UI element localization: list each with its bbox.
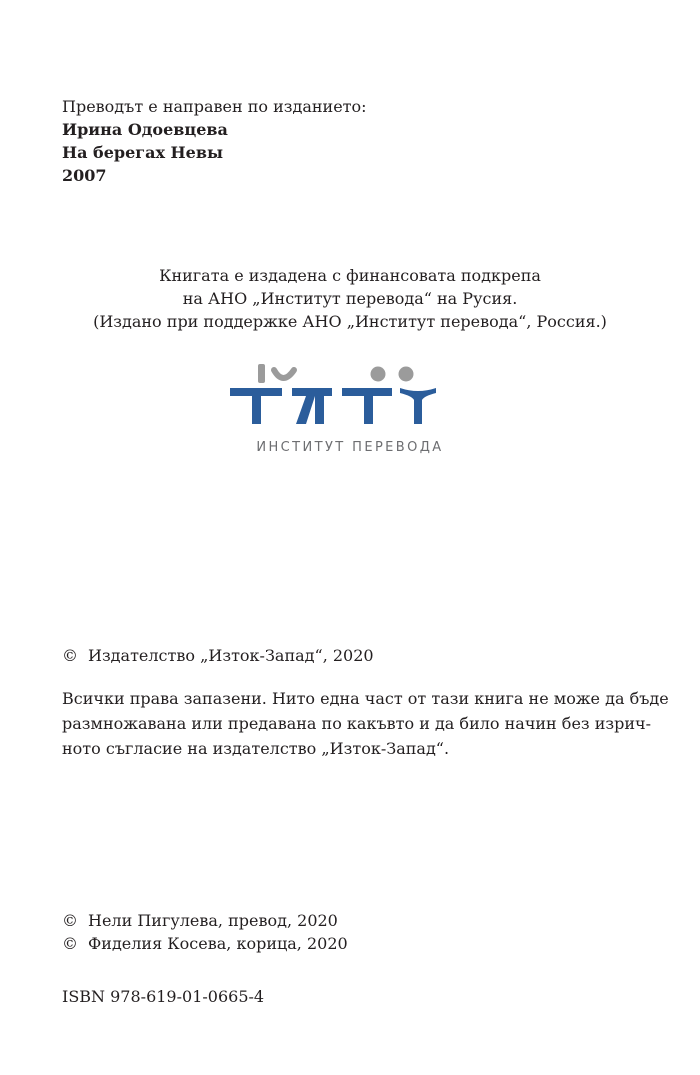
translation-intro: Преводът е направен по изданието: (62, 97, 367, 116)
logo-letter-4 (400, 388, 436, 424)
funding-notice (0, 264, 700, 333)
copyright-symbol: © (62, 934, 78, 953)
publisher-copyright (62, 644, 374, 667)
rights-line-1: Всички права запазени. Нито една част от тази книга не може да бъде (62, 689, 669, 708)
logo-blue-letters (230, 388, 436, 424)
logo-letter-1-stem (252, 388, 261, 424)
logo-mark-dot-2 (399, 367, 414, 382)
credit-translation-text: Нели Пигулева, превод, 2020 (88, 911, 338, 930)
credit-cover (62, 932, 348, 955)
logo-mark-dot-1 (371, 367, 386, 382)
funding-line-1: Книгата е издадена с финансовата подкрепа (159, 266, 541, 285)
logo-caption: ИНСТИТУТ ПЕРЕВОДА (256, 440, 444, 455)
logo-mark-left-bar (258, 364, 265, 383)
copyright-symbol: © (62, 911, 78, 930)
logo-letter-3-stem (364, 388, 373, 424)
publisher-copyright-text: Издателство „Изток-Запад“, 2020 (88, 646, 374, 665)
logo-gray-marks (258, 364, 414, 383)
credit-translation (62, 909, 338, 932)
funding-line-2: на АНО „Институт перевода“ на Русия. (182, 289, 518, 308)
funding-line-3: (Издано при поддержке АНО „Институт перевода“, Россия.) (93, 312, 607, 331)
original-title: На берегах Невы (62, 143, 224, 162)
logo-letter-2 (292, 388, 332, 424)
isbn: ISBN 978-619-01-0665-4 (62, 987, 265, 1006)
credit-cover-text: Фиделия Косева, корица, 2020 (88, 934, 348, 953)
rights-line-3: ното съгласие на издателство „Изток-Запад“. (62, 739, 450, 758)
rights-line-2: размножавана или предавана по какъвто и да било начин без изрич- (62, 714, 651, 733)
logo-mark-smile (274, 370, 294, 378)
copyright-symbol: © (62, 646, 78, 665)
original-year: 2007 (62, 166, 107, 185)
rights-notice (62, 686, 669, 761)
original-author: Ирина Одоевцева (62, 120, 228, 139)
